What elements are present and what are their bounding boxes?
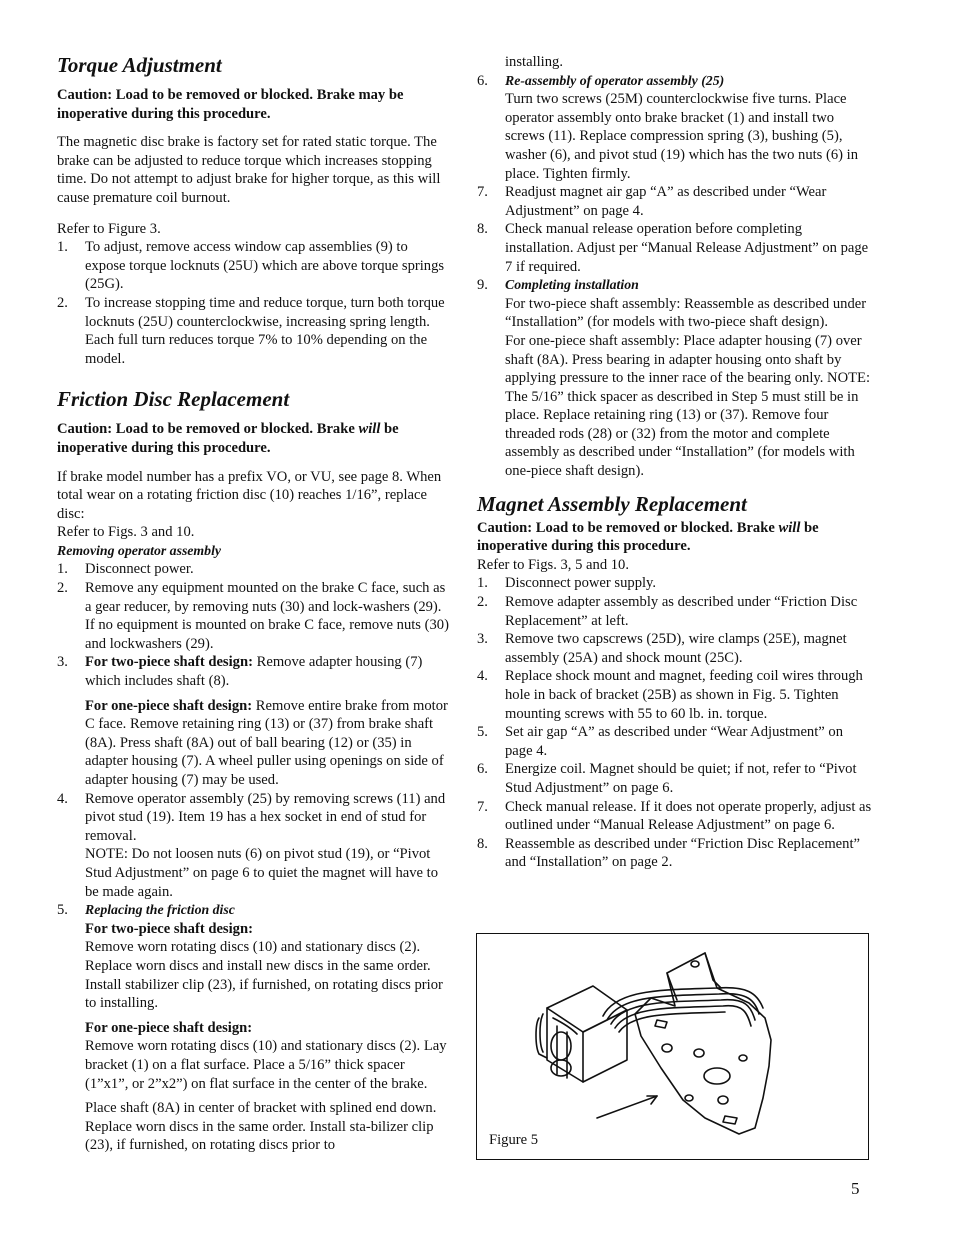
bracket-hole bbox=[691, 961, 699, 967]
step-text: Place shaft (8A) in center of bracket with splined end down. Replace worn discs in the same order. Install sta-bilizer clip (23), if furnished, on rotating discs prior to bbox=[85, 1100, 437, 1154]
magnet-step bbox=[477, 835, 872, 872]
magnet-lamination bbox=[536, 1018, 547, 1058]
step-text: Disconnect power. bbox=[85, 561, 194, 578]
figure-5-box bbox=[476, 933, 869, 1160]
magnet-assembly-illustration bbox=[517, 948, 837, 1148]
caution-text: be inoperative during this procedure. bbox=[57, 421, 399, 456]
torque-intro: The magnetic disc brake is factory set for rated static torque. The brake can be adjusted to reduce torque which increases stopping time. Do not attempt to adjust brake for higher torque, as this will cause premature coil burnout. bbox=[57, 134, 441, 206]
step-number: 7. bbox=[477, 798, 488, 815]
caution-text: Caution: Load to be removed or blocked. Brake bbox=[477, 519, 779, 536]
step-text: Reassemble as described under “Friction Disc Replacement” and “Installation” on page 2. bbox=[505, 835, 860, 871]
step-label: For one-piece shaft design: bbox=[85, 697, 253, 714]
magnet-block-side bbox=[583, 1010, 627, 1082]
friction-step bbox=[57, 579, 451, 653]
step-text: Set air gap “A” as described under “Wear Adjustment” on page 4. bbox=[505, 724, 844, 759]
page-number: 5 bbox=[851, 1179, 860, 1198]
caution-emphasis: will bbox=[778, 519, 801, 536]
step-text: Check manual release operation before completing installation. Adjust per “Manual Release Adjustment” on page 7 if required. bbox=[505, 221, 869, 275]
friction-step bbox=[477, 72, 872, 184]
step-text: Check manual release. If it does not operate properly, adjust as outlined under “Manual Release Adjustment” on page 6. bbox=[505, 798, 872, 834]
bracket-slot bbox=[655, 1020, 667, 1028]
caution-text: be inoperative during this procedure. bbox=[477, 519, 819, 555]
step-number: 5. bbox=[57, 902, 68, 919]
step-text: Remove entire brake from motor C face. Remove retaining ring (13) or (37) from brake shaft (8A). Press shaft (8A) out of ball bearing (12) or (35) in adapter housing (7). A wheel puller using openings on side of adapter housing (7) may be used. bbox=[85, 697, 448, 788]
caution-emphasis: will bbox=[358, 421, 381, 438]
magnet-steps bbox=[477, 574, 872, 872]
magnet-step bbox=[477, 760, 872, 797]
step-number: 3. bbox=[57, 654, 68, 671]
magnet-block-top bbox=[547, 986, 627, 1032]
step-number: 7. bbox=[477, 184, 488, 201]
step-label: For two-piece shaft design: bbox=[85, 654, 253, 671]
bracket-hole bbox=[694, 1049, 704, 1057]
friction-caution bbox=[57, 420, 451, 457]
step-number: 9. bbox=[477, 277, 488, 294]
step-text: Energize coil. Magnet should be quiet; if not, refer to “Pivot Stud Adjustment” on page 6. bbox=[505, 761, 857, 796]
step-text: Remove worn rotating discs (10) and stationary discs (2). Lay bracket (1) on a flat surface. Place a 5/16” thick spacer (1”x1”, or 2”x2”) on flat surface in the center of the brake. bbox=[85, 1038, 447, 1092]
bracket-hole bbox=[662, 1044, 672, 1052]
step-number: 2. bbox=[57, 294, 68, 311]
torque-caution: Caution: Load to be removed or blocked. Brake may be inoperative during this procedure. bbox=[57, 87, 404, 122]
step-number: 4. bbox=[477, 668, 488, 685]
arrow-line bbox=[597, 1096, 657, 1118]
step-number: 4. bbox=[57, 790, 68, 807]
friction-step bbox=[477, 220, 872, 276]
step-heading: Completing installation bbox=[505, 277, 639, 293]
friction-step bbox=[57, 790, 451, 902]
bracket-hole bbox=[704, 1068, 730, 1084]
magnet-assembly-heading: Magnet Assembly Replacement bbox=[477, 491, 747, 516]
magnet-lamination bbox=[540, 1014, 543, 1052]
friction-step bbox=[57, 560, 451, 579]
torque-step bbox=[57, 238, 451, 294]
step-text: For two-piece shaft assembly: Reassemble as described under “Installation” (for models with two-piece shaft design). bbox=[505, 295, 867, 331]
step-text: To increase stopping time and reduce torque, turn both torque locknuts (25U) counterclockwise, increasing spring length. Each full turn reduces torque 7% to 10% depending on the model. bbox=[85, 294, 445, 367]
friction-intro: If brake model number has a prefix VO, or VU, see page 8. When total wear on a rotating friction disc (10) reaches 1/16”, replace disc: bbox=[57, 468, 442, 522]
step-note: NOTE: Do not loosen nuts (6) on pivot stud (19), or “Pivot Stud Adjustment” on page 6 to quiet the magnet will have to be made again. bbox=[85, 846, 439, 900]
step-number: 5. bbox=[477, 724, 488, 741]
step-number: 1. bbox=[57, 239, 68, 256]
step-text: Disconnect power supply. bbox=[505, 575, 657, 592]
bracket-hole bbox=[718, 1096, 728, 1104]
magnet-step bbox=[477, 630, 872, 667]
figure-caption: Figure 5 bbox=[489, 1132, 539, 1149]
right-column bbox=[477, 53, 872, 872]
magnet-step bbox=[477, 593, 872, 630]
removing-operator-heading: Removing operator assembly bbox=[57, 542, 222, 558]
step-number: 6. bbox=[477, 72, 488, 89]
step-text: For one-piece shaft assembly: Place adapter housing (7) over shaft (8A). Press bearing in adapter housing onto shaft by applying pressure to the inner race of the bearing only. NOTE: The 5/16” thick spacer as described in Step 5 must still be in place. Replace retaining ring (13) or (37). Remove four threaded rods (28) or (32) from the motor and complete assembly as described under “Installation” (for models with one-piece shaft design). bbox=[505, 332, 870, 480]
step-number: 2. bbox=[57, 580, 68, 597]
step-number: 1. bbox=[477, 575, 488, 592]
step-label: For two-piece shaft design: bbox=[85, 920, 253, 937]
torque-step bbox=[57, 294, 451, 368]
torque-reference: Refer to Figure 3. bbox=[57, 220, 161, 237]
step-label: For one-piece shaft design: bbox=[85, 1019, 253, 1036]
step-number: 3. bbox=[477, 631, 488, 648]
step-text: Remove adapter housing (7) which includes shaft (8). bbox=[85, 654, 423, 690]
step-number: 2. bbox=[477, 594, 488, 611]
step-heading: Replacing the friction disc bbox=[85, 902, 235, 918]
friction-step bbox=[57, 653, 451, 789]
step-text: Remove any equipment mounted on the brake C face, such as a gear reducer, by removing nuts (30) and lock-washers (29). If no equipment is mounted on brake C face, remove nuts (30) and lockwashers (29). bbox=[85, 580, 449, 652]
bracket-plate bbox=[635, 953, 771, 1134]
step-text: Remove two capscrews (25D), wire clamps (25E), magnet assembly (25A) and shock mount (25C). bbox=[505, 631, 847, 666]
step-text: Remove operator assembly (25) by removing screws (11) and pivot stud (19). Item 19 has a hex socket in end of stud for removal. bbox=[85, 790, 446, 844]
friction-step bbox=[477, 276, 872, 481]
torque-adjustment-heading: Torque Adjustment bbox=[57, 53, 222, 77]
step-text: Turn two screws (25M) counterclockwise five turns. Place operator assembly onto brake bracket (1) and install two screws (11). Replace compression spring (3), bushing (5), washer (6), and pivot stud (19) which has the two nuts (6) in place. Tighten firmly. bbox=[505, 91, 859, 182]
left-column bbox=[57, 52, 451, 1155]
friction-step bbox=[57, 901, 451, 1155]
step-number: 8. bbox=[477, 221, 488, 238]
friction-steps bbox=[57, 560, 451, 1154]
step-text: Remove adapter assembly as described under “Friction Disc Replacement” at left. bbox=[505, 594, 858, 629]
friction-step bbox=[477, 183, 872, 220]
magnet-step bbox=[477, 723, 872, 760]
step-text: Replace shock mount and magnet, feeding coil wires through hole in back of bracket (25B) as shown in Fig. 5. Tighten mounting screws with 55 to 60 lb. in. torque. bbox=[505, 668, 863, 722]
friction-disc-heading: Friction Disc Replacement bbox=[57, 387, 290, 412]
step-heading: Re-assembly of operator assembly (25) bbox=[505, 72, 725, 88]
magnet-step bbox=[477, 667, 872, 723]
friction-steps-continued bbox=[477, 72, 872, 481]
torque-steps bbox=[57, 238, 451, 368]
magnet-caution bbox=[477, 519, 872, 556]
caution-text: Caution: Load to be removed or blocked. Brake bbox=[57, 421, 359, 438]
step-text: To adjust, remove access window cap assemblies (9) to expose torque locknuts (25U) which are above torque springs (25G). bbox=[85, 239, 445, 293]
magnet-reference: Refer to Figs. 3, 5 and 10. bbox=[477, 556, 630, 573]
step-text: Readjust magnet air gap “A” as described under “Wear Adjustment” on page 4. bbox=[505, 184, 827, 219]
step-number: 6. bbox=[477, 761, 488, 778]
magnet-shading-ring bbox=[551, 1032, 571, 1060]
magnet-step bbox=[477, 574, 872, 593]
step-continued-text: installing. bbox=[505, 54, 563, 70]
bracket-hole bbox=[739, 1055, 747, 1061]
friction-reference: Refer to Figs. 3 and 10. bbox=[57, 524, 195, 541]
bracket-slot bbox=[723, 1116, 737, 1124]
magnet-step bbox=[477, 798, 872, 835]
step-number: 1. bbox=[57, 561, 68, 578]
bracket-hole bbox=[685, 1095, 693, 1101]
step-number: 8. bbox=[477, 835, 488, 852]
coil-wire bbox=[611, 1000, 755, 1024]
step-text: Remove worn rotating discs (10) and stationary discs (2). Replace worn discs and install new discs in the same order. Install stabilizer clip (23), if furnished, on rotating discs prior to installing. bbox=[85, 939, 443, 1012]
